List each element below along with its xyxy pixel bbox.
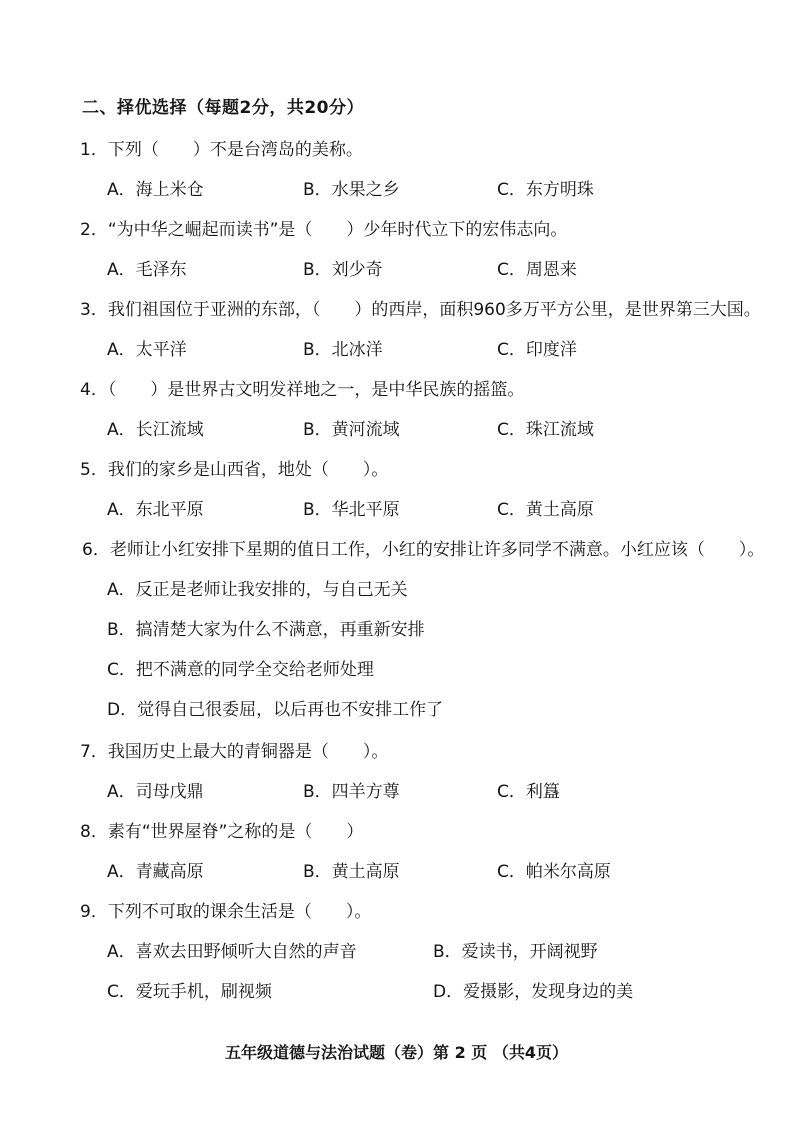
question-7-option-a: A．司母戊鼎 bbox=[107, 782, 204, 802]
question-4-option-a: A．长江流域 bbox=[107, 420, 204, 440]
section-title: 二、择优选择（每题2分，共20分） bbox=[82, 98, 364, 118]
question-8-option-a: A．青藏高原 bbox=[107, 862, 204, 882]
question-6-option-d: D．觉得自己很委屈，以后再也不安排工作了 bbox=[107, 700, 444, 720]
question-5-option-a: A．东北平原 bbox=[107, 500, 204, 520]
question-9-option-d: D．爱摄影，发现身边的美 bbox=[433, 982, 634, 1002]
question-7-option-b: B．四羊方尊 bbox=[303, 782, 400, 802]
question-6-option-b: B．搞清楚大家为什么不满意，再重新安排 bbox=[107, 620, 425, 640]
page-footer: 五年级道德与法治试题（卷）第 2 页 （共4页） bbox=[225, 1043, 568, 1062]
question-6-stem: 6．老师让小红安排下星期的值日工作，小红的安排让许多同学不满意。小红应该（ ）。 bbox=[82, 540, 765, 560]
question-3-option-b: B．北冰洋 bbox=[303, 340, 383, 360]
question-5-stem: 5．我们的家乡是山西省，地处（ ）。 bbox=[80, 460, 389, 480]
question-7-option-c: C．利簋 bbox=[497, 782, 560, 802]
question-8-stem: 8．素有“世界屋脊”之称的是（ ） bbox=[80, 822, 364, 842]
question-2-option-c: C．周恩来 bbox=[497, 260, 577, 280]
question-3-stem: 3．我们祖国位于亚洲的东部，（ ）的西岸，面积960多万平方公里，是世界第三大国。 bbox=[80, 300, 761, 320]
question-4-option-b: B．黄河流域 bbox=[303, 420, 400, 440]
question-8-option-b: B．黄土高原 bbox=[303, 862, 400, 882]
question-3-option-c: C．印度洋 bbox=[497, 340, 577, 360]
question-5-option-b: B．华北平原 bbox=[303, 500, 400, 520]
question-6-option-a: A．反正是老师让我安排的，与自己无关 bbox=[107, 580, 408, 600]
question-4-option-c: C．珠江流域 bbox=[497, 420, 594, 440]
question-2-option-a: A．毛泽东 bbox=[107, 260, 187, 280]
question-4-stem: 4．（ ）是世界古文明发祥地之一，是中华民族的摇篮。 bbox=[80, 380, 525, 400]
question-2-stem: 2．“为中华之崛起而读书”是（ ）少年时代立下的宏伟志向。 bbox=[80, 220, 568, 240]
question-1-option-c: C．东方明珠 bbox=[497, 180, 594, 200]
question-1-option-b: B．水果之乡 bbox=[303, 180, 400, 200]
question-5-option-c: C．黄土高原 bbox=[497, 500, 594, 520]
question-7-stem: 7．我国历史上最大的青铜器是（ ）。 bbox=[80, 742, 389, 762]
question-9-option-a: A．喜欢去田野倾听大自然的声音 bbox=[107, 942, 357, 962]
question-9-option-c: C．爱玩手机，刷视频 bbox=[107, 982, 272, 1002]
question-8-option-c: C．帕米尔高原 bbox=[497, 862, 611, 882]
question-9-option-b: B．爱读书，开阔视野 bbox=[433, 942, 598, 962]
question-1-option-a: A．海上米仓 bbox=[107, 180, 204, 200]
question-1-stem: 1．下列（ ）不是台湾岛的美称。 bbox=[80, 140, 363, 160]
question-9-stem: 9．下列不可取的课余生活是（ ）。 bbox=[80, 902, 372, 922]
question-6-option-c: C．把不满意的同学全交给老师处理 bbox=[107, 660, 374, 680]
question-2-option-b: B．刘少奇 bbox=[303, 260, 383, 280]
question-3-option-a: A．太平洋 bbox=[107, 340, 187, 360]
